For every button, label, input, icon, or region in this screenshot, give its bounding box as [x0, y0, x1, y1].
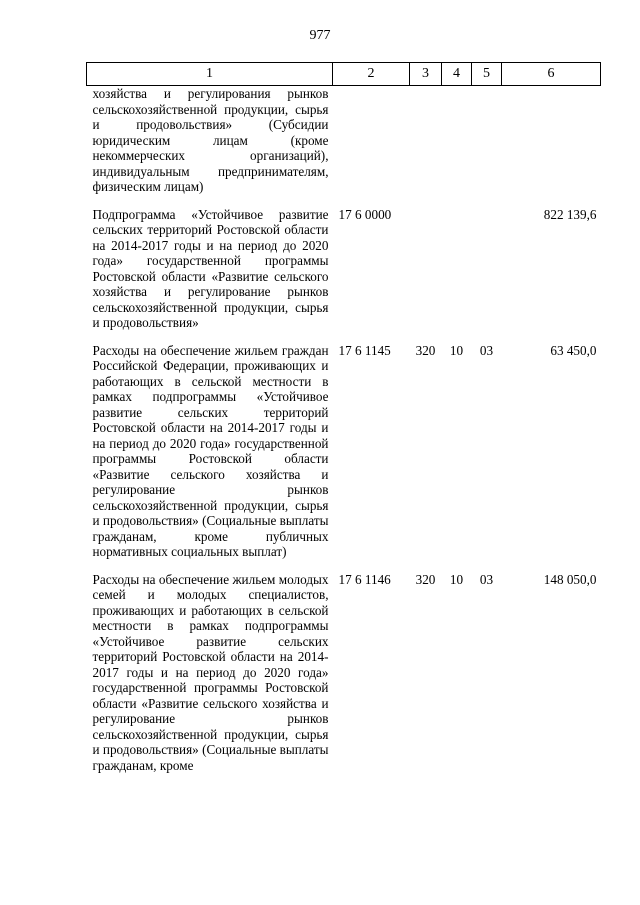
row-pr: 03: [479, 342, 494, 358]
row-description: хозяйства и регулирования рынков сельскохозяйственной продукции, сырья и продовольствия» (Субсидии юридическим лицам (кроме некоммерческих организаций), индивидуальным предпринимателям, физическим лицам): [92, 86, 329, 194]
header-col-5: 5: [472, 63, 502, 86]
header-col-1: 1: [87, 63, 333, 86]
table-header: [87, 63, 601, 86]
row-amount: [502, 86, 601, 195]
row-amount: 148 050,0: [543, 571, 597, 587]
row-spacer: [87, 560, 601, 572]
row-spacer: [87, 331, 601, 343]
row-spacer: [87, 195, 601, 207]
row-amount: 822 139,6: [543, 206, 597, 222]
spacer-cell: [87, 560, 601, 572]
row-code: 17 6 0000: [338, 206, 392, 222]
row-pr: [472, 207, 502, 331]
row-description: Подпрограмма «Устойчивое развитие сельских территорий Ростовской области на 2014-2017 годы и на период до 2020 года» государственной программы Ростовской области «Развитие сельского хозяйства и регулирование рынков сельскохозяйственной продукции, сырья и продовольствия»: [92, 206, 329, 330]
header-row: [87, 63, 601, 86]
budget-table: [86, 62, 601, 773]
row-rz: [442, 207, 472, 331]
row-code: 17 6 1145: [338, 342, 391, 358]
table-row: [87, 343, 601, 560]
row-vr: [410, 207, 442, 331]
spacer-cell: [87, 331, 601, 343]
row-vr: 320: [415, 571, 436, 587]
row-code: [333, 86, 410, 195]
row-rz: [442, 86, 472, 195]
row-amount: 63 450,0: [550, 342, 597, 358]
row-pr: 03: [479, 571, 494, 587]
row-pr: [472, 86, 502, 195]
row-code: 17 6 1146: [338, 571, 391, 587]
row-vr: 320: [415, 342, 436, 358]
spacer-cell: [87, 195, 601, 207]
row-description: Расходы на обеспечение жильем граждан Российской Федерации, проживающих и работающих в сельской местности в рамках подпрограммы «Устойчивое развитие сельских территорий Ростовской области на 2014-2017 годы и на период до 2020 года» государственной программы Ростовской области «Развитие сельского хозяйства и регулирование рынков сельскохозяйственной продукции, сырья и продовольствия» (Социальные выплаты гражданам, кроме публичных нормативных социальных выплат): [92, 342, 329, 559]
header-col-2: 2: [333, 63, 410, 86]
header-col-4: 4: [442, 63, 472, 86]
row-rz: 10: [449, 571, 464, 587]
table-body: [87, 86, 601, 774]
table-row: [87, 572, 601, 774]
table-row: [87, 207, 601, 331]
header-col-3: 3: [410, 63, 442, 86]
row-description: Расходы на обеспечение жильем молодых семей и молодых специалистов, проживающих и работающих в сельской местности в рамках подпрограммы «Устойчивое развитие сельских территорий Ростовской области на 2014-2017 годы и на период до 2020 года» государственной программы Ростовской области «Развитие сельского хозяйства и регулирование рынков сельскохозяйственной продукции, сырья и продовольствия» (Социальные выплаты гражданам, кроме: [92, 571, 329, 773]
row-vr: [410, 86, 442, 195]
row-rz: 10: [449, 342, 464, 358]
header-col-6: 6: [502, 63, 601, 86]
table-row: [87, 86, 601, 195]
page-number: 977: [309, 28, 331, 43]
